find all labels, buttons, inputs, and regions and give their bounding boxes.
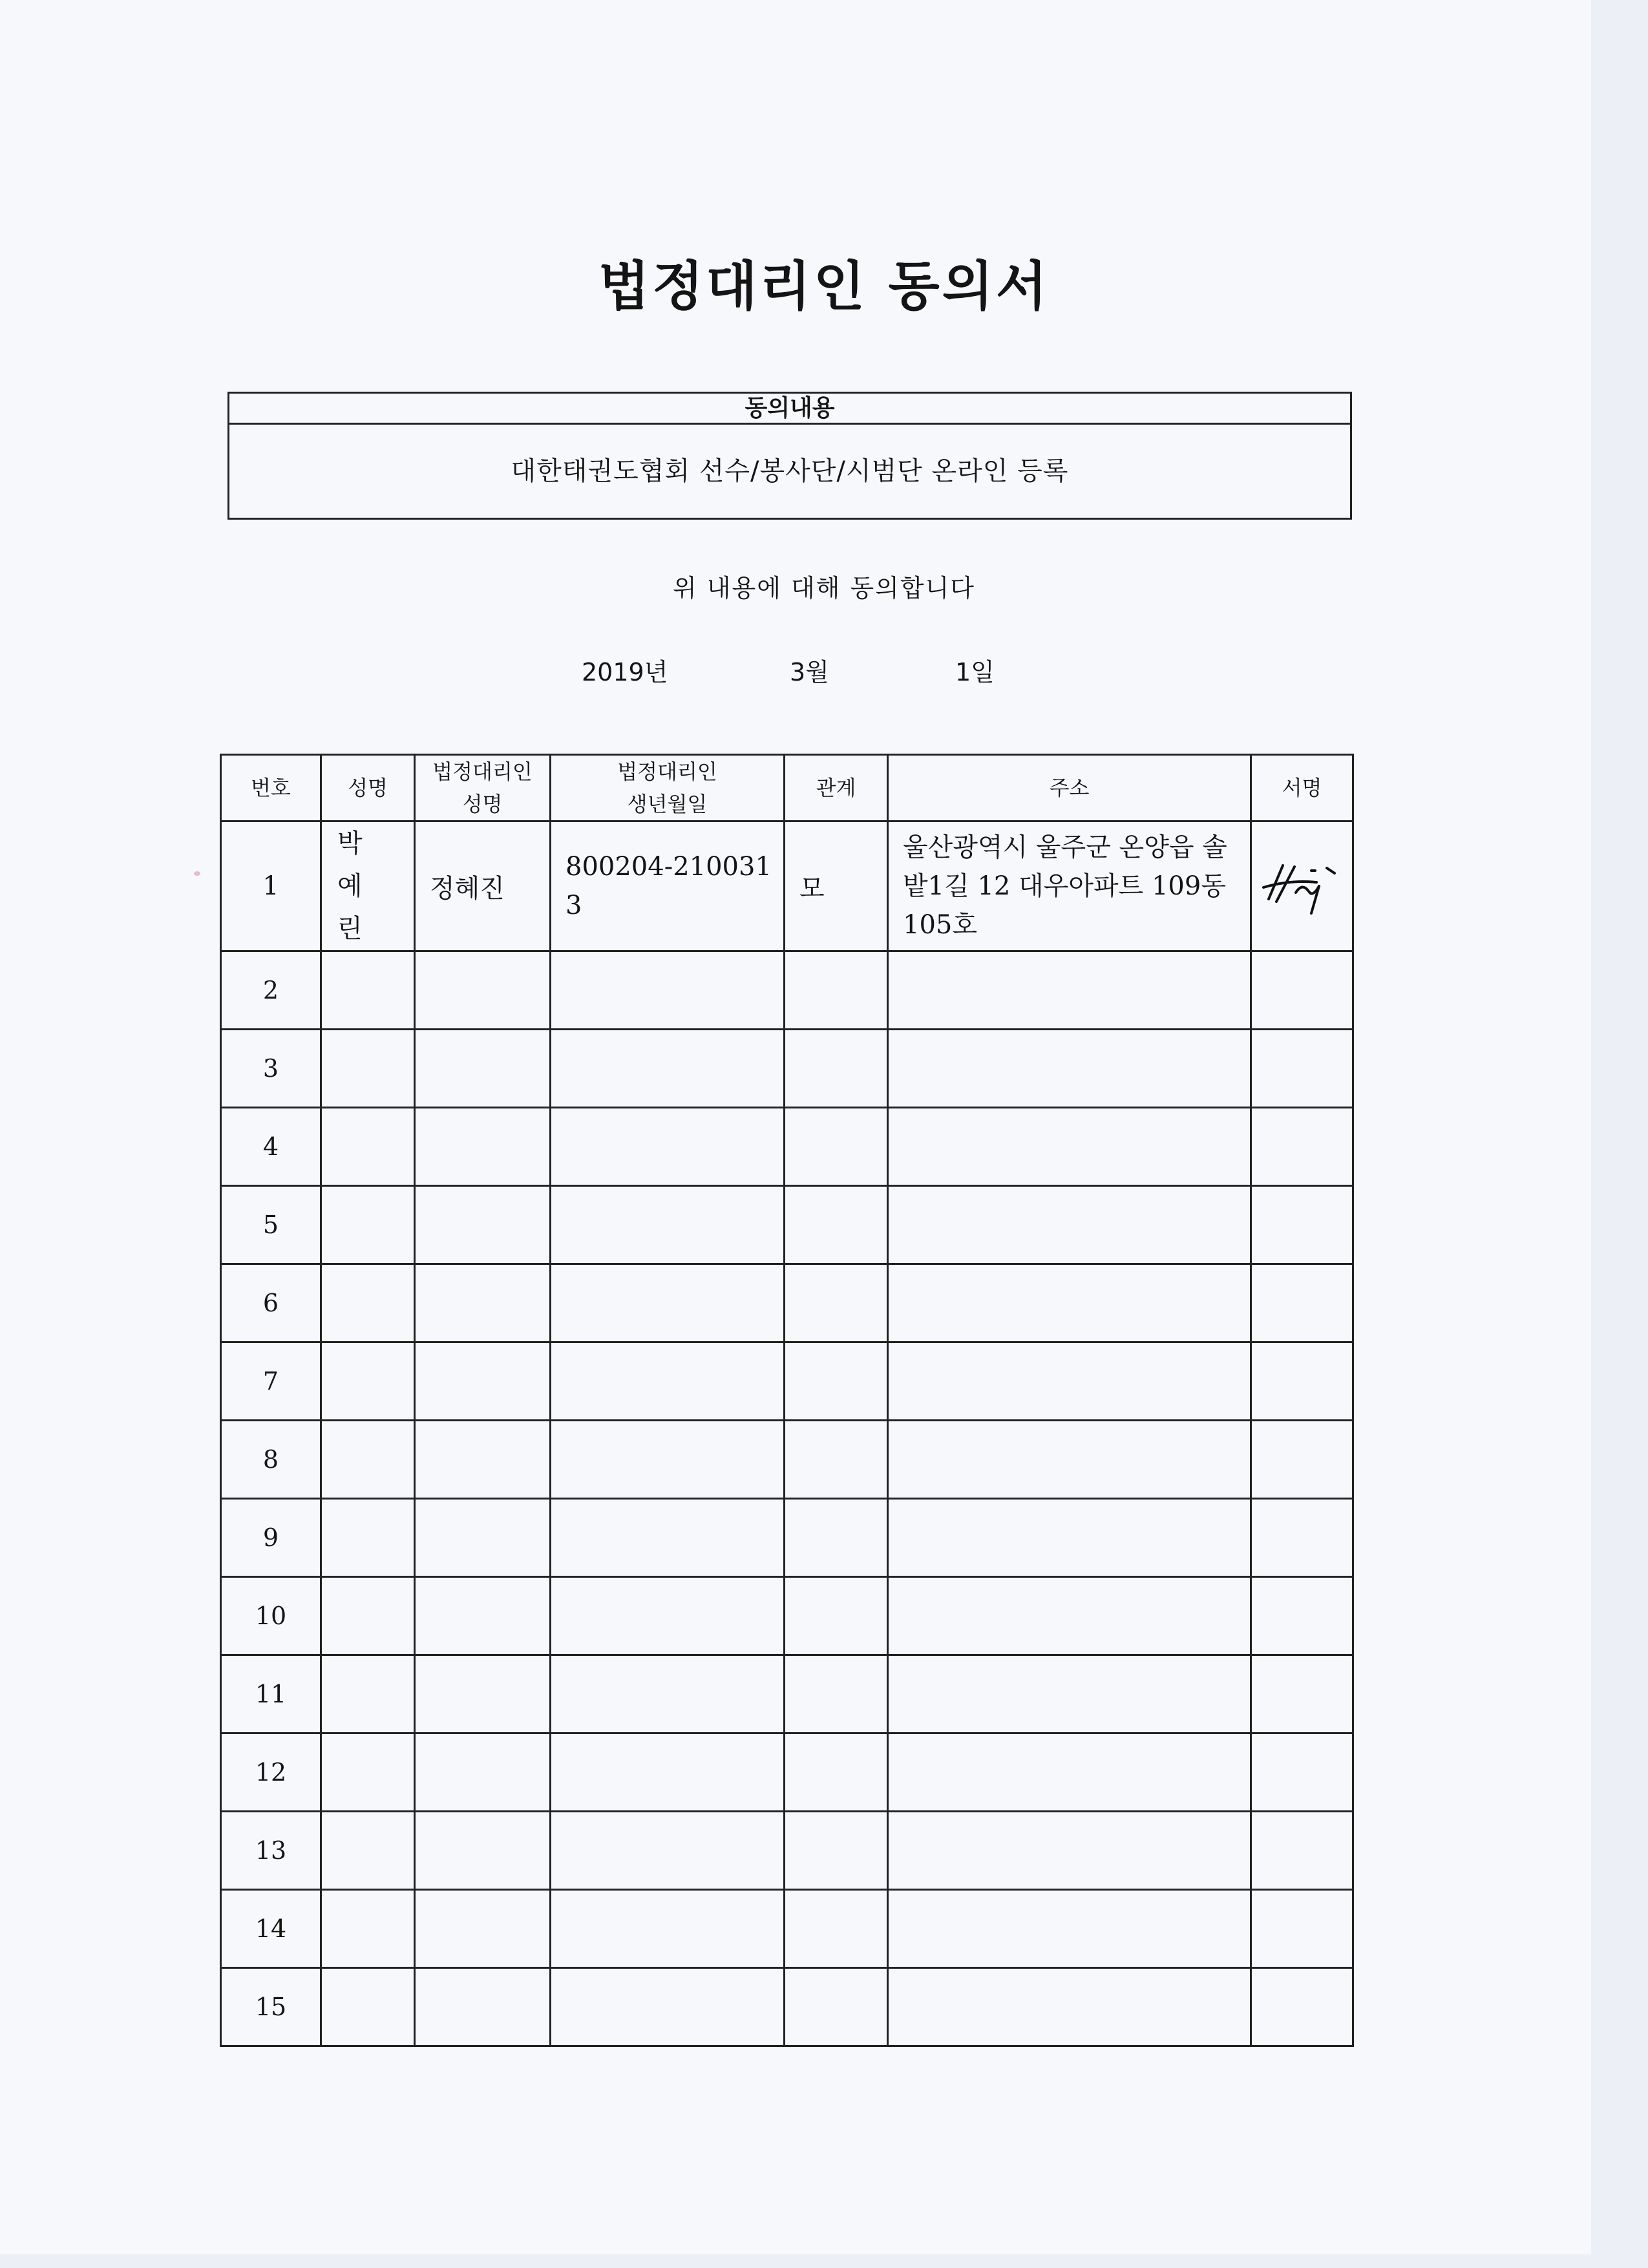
table-row <box>221 1812 1353 1890</box>
cell-relation <box>785 1264 888 1342</box>
header-guardian-birth-line2: 생년월일 <box>627 792 708 816</box>
table-row <box>221 1890 1353 1968</box>
cell-number: 13 <box>221 1812 321 1890</box>
cell-guardian-name <box>415 1968 551 2046</box>
cell-guardian-name <box>415 1264 551 1342</box>
cell-name <box>321 1264 415 1342</box>
header-guardian-birth-line1: 법정대리인 <box>617 759 717 784</box>
cell-guardian-name <box>415 1577 551 1655</box>
cell-signature <box>1251 1577 1353 1655</box>
scan-edge-right <box>1591 0 1648 2268</box>
cell-number: 9 <box>221 1499 321 1577</box>
cell-guardian-birth <box>551 1733 785 1812</box>
cell-guardian-name <box>415 1421 551 1499</box>
cell-address <box>888 1342 1251 1421</box>
cell-relation <box>785 1499 888 1577</box>
consent-header: 동의내용 <box>229 394 1350 425</box>
table-row <box>221 821 1353 951</box>
handwritten-signature <box>1257 854 1347 918</box>
cell-guardian-birth <box>551 1186 785 1264</box>
cell-guardian-name <box>415 1342 551 1421</box>
table-row <box>221 1733 1353 1812</box>
cell-address <box>888 1186 1251 1264</box>
document-title: 법정대리인 동의서 <box>598 256 1050 317</box>
cell-name <box>321 951 415 1030</box>
cell-number: 10 <box>221 1577 321 1655</box>
cell-signature <box>1251 1264 1353 1342</box>
cell-number: 2 <box>221 951 321 1030</box>
cell-address <box>888 1655 1251 1733</box>
cell-address <box>888 1812 1251 1890</box>
cell-guardian-name <box>415 1108 551 1186</box>
cell-guardian-birth <box>551 1108 785 1186</box>
cell-name <box>321 1030 415 1108</box>
header-number: 번호 <box>221 755 321 821</box>
cell-signature <box>1251 1812 1353 1890</box>
cell-number: 14 <box>221 1890 321 1968</box>
cell-number: 7 <box>221 1342 321 1421</box>
cell-guardian-birth <box>551 1499 785 1577</box>
header-guardian-name-line2: 성명 <box>462 792 503 816</box>
cell-name <box>321 1499 415 1577</box>
cell-number: 12 <box>221 1733 321 1812</box>
header-guardian-birth <box>551 755 785 821</box>
cell-address <box>888 1733 1251 1812</box>
cell-number: 15 <box>221 1968 321 2046</box>
cell-address <box>888 1890 1251 1968</box>
cell-name <box>321 1655 415 1733</box>
cell-guardian-birth <box>551 1890 785 1968</box>
cell-number: 6 <box>221 1264 321 1342</box>
cell-guardian-birth <box>551 1421 785 1499</box>
cell-name <box>321 1108 415 1186</box>
cell-address <box>888 1108 1251 1186</box>
cell-relation <box>785 1108 888 1186</box>
cell-guardian-name <box>415 1733 551 1812</box>
table-row <box>221 1499 1353 1577</box>
cell-relation <box>785 1968 888 2046</box>
scan-speck <box>194 871 200 876</box>
table-row <box>221 1421 1353 1499</box>
cell-relation <box>785 1733 888 1812</box>
cell-address <box>888 1577 1251 1655</box>
cell-signature <box>1251 1108 1353 1186</box>
cell-number: 4 <box>221 1108 321 1186</box>
cell-relation <box>785 1342 888 1421</box>
table-row <box>221 951 1353 1030</box>
cell-number: 11 <box>221 1655 321 1733</box>
cell-relation <box>785 1186 888 1264</box>
consent-box <box>227 392 1352 520</box>
cell-address <box>888 1968 1251 2046</box>
cell-address <box>888 1030 1251 1108</box>
header-signature: 서명 <box>1251 755 1353 821</box>
cell-name <box>321 1342 415 1421</box>
cell-signature <box>1251 951 1353 1030</box>
cell-relation <box>785 1812 888 1890</box>
agreement-statement: 위 내용에 대해 동의합니다 <box>672 574 976 602</box>
table-row <box>221 1342 1353 1421</box>
cell-guardian-name <box>415 1186 551 1264</box>
cell-name <box>321 1968 415 2046</box>
cell-name <box>321 1890 415 1968</box>
date-month: 3월 <box>790 658 829 686</box>
table-row <box>221 1186 1353 1264</box>
cell-relation <box>785 1421 888 1499</box>
cell-address <box>888 951 1251 1030</box>
cell-guardian-birth <box>551 1264 785 1342</box>
consent-content: 대한태권도협회 선수/봉사단/시범단 온라인 등록 <box>511 456 1069 486</box>
cell-guardian-name <box>415 1890 551 1968</box>
cell-signature <box>1251 1968 1353 2046</box>
guardian-table <box>220 754 1354 2047</box>
cell-name <box>321 1186 415 1264</box>
scan-edge-bottom <box>0 2254 1648 2268</box>
cell-number: 8 <box>221 1421 321 1499</box>
cell-signature <box>1251 1733 1353 1812</box>
cell-address: 울산광역시 울주군 온양읍 솔밭1길 12 대우아파트 109동105호 <box>888 821 1251 951</box>
header-name: 성명 <box>321 755 415 821</box>
cell-number: 3 <box>221 1030 321 1108</box>
cell-name <box>321 1733 415 1812</box>
cell-guardian-name <box>415 951 551 1030</box>
header-relation: 관계 <box>785 755 888 821</box>
cell-relation <box>785 1655 888 1733</box>
table-row <box>221 1264 1353 1342</box>
cell-guardian-name <box>415 1655 551 1733</box>
cell-guardian-name <box>415 1030 551 1108</box>
cell-relation <box>785 1577 888 1655</box>
date-year: 2019년 <box>582 658 668 686</box>
date-day: 1일 <box>955 658 995 686</box>
cell-signature <box>1251 1342 1353 1421</box>
cell-guardian-name <box>415 1812 551 1890</box>
cell-signature <box>1251 1655 1353 1733</box>
cell-guardian-birth <box>551 1577 785 1655</box>
cell-address <box>888 1421 1251 1499</box>
cell-signature <box>1251 1890 1353 1968</box>
cell-signature <box>1251 1421 1353 1499</box>
cell-guardian-birth: 800204-2100313 <box>551 821 785 951</box>
cell-address <box>888 1499 1251 1577</box>
table-row <box>221 1108 1353 1186</box>
cell-signature <box>1251 1499 1353 1577</box>
header-guardian-name-line1: 법정대리인 <box>432 759 533 784</box>
cell-name <box>321 1812 415 1890</box>
cell-name: 박 예 린 <box>321 821 415 951</box>
cell-address <box>888 1264 1251 1342</box>
header-address: 주소 <box>888 755 1251 821</box>
header-guardian-name <box>415 755 551 821</box>
cell-relation: 모 <box>785 821 888 951</box>
table-header-row <box>221 755 1353 821</box>
cell-signature <box>1251 821 1353 951</box>
cell-guardian-birth <box>551 1968 785 2046</box>
table-row <box>221 1968 1353 2046</box>
cell-signature <box>1251 1186 1353 1264</box>
cell-relation <box>785 951 888 1030</box>
table-row <box>221 1030 1353 1108</box>
table-row <box>221 1655 1353 1733</box>
table-row <box>221 1577 1353 1655</box>
cell-guardian-birth <box>551 951 785 1030</box>
cell-number: 1 <box>221 821 321 951</box>
cell-guardian-name: 정혜진 <box>415 821 551 951</box>
cell-relation <box>785 1890 888 1968</box>
cell-name <box>321 1421 415 1499</box>
cell-guardian-birth <box>551 1655 785 1733</box>
cell-name <box>321 1577 415 1655</box>
cell-guardian-birth <box>551 1342 785 1421</box>
cell-guardian-birth <box>551 1030 785 1108</box>
cell-signature <box>1251 1030 1353 1108</box>
cell-number: 5 <box>221 1186 321 1264</box>
cell-guardian-name <box>415 1499 551 1577</box>
cell-relation <box>785 1030 888 1108</box>
cell-guardian-birth <box>551 1812 785 1890</box>
